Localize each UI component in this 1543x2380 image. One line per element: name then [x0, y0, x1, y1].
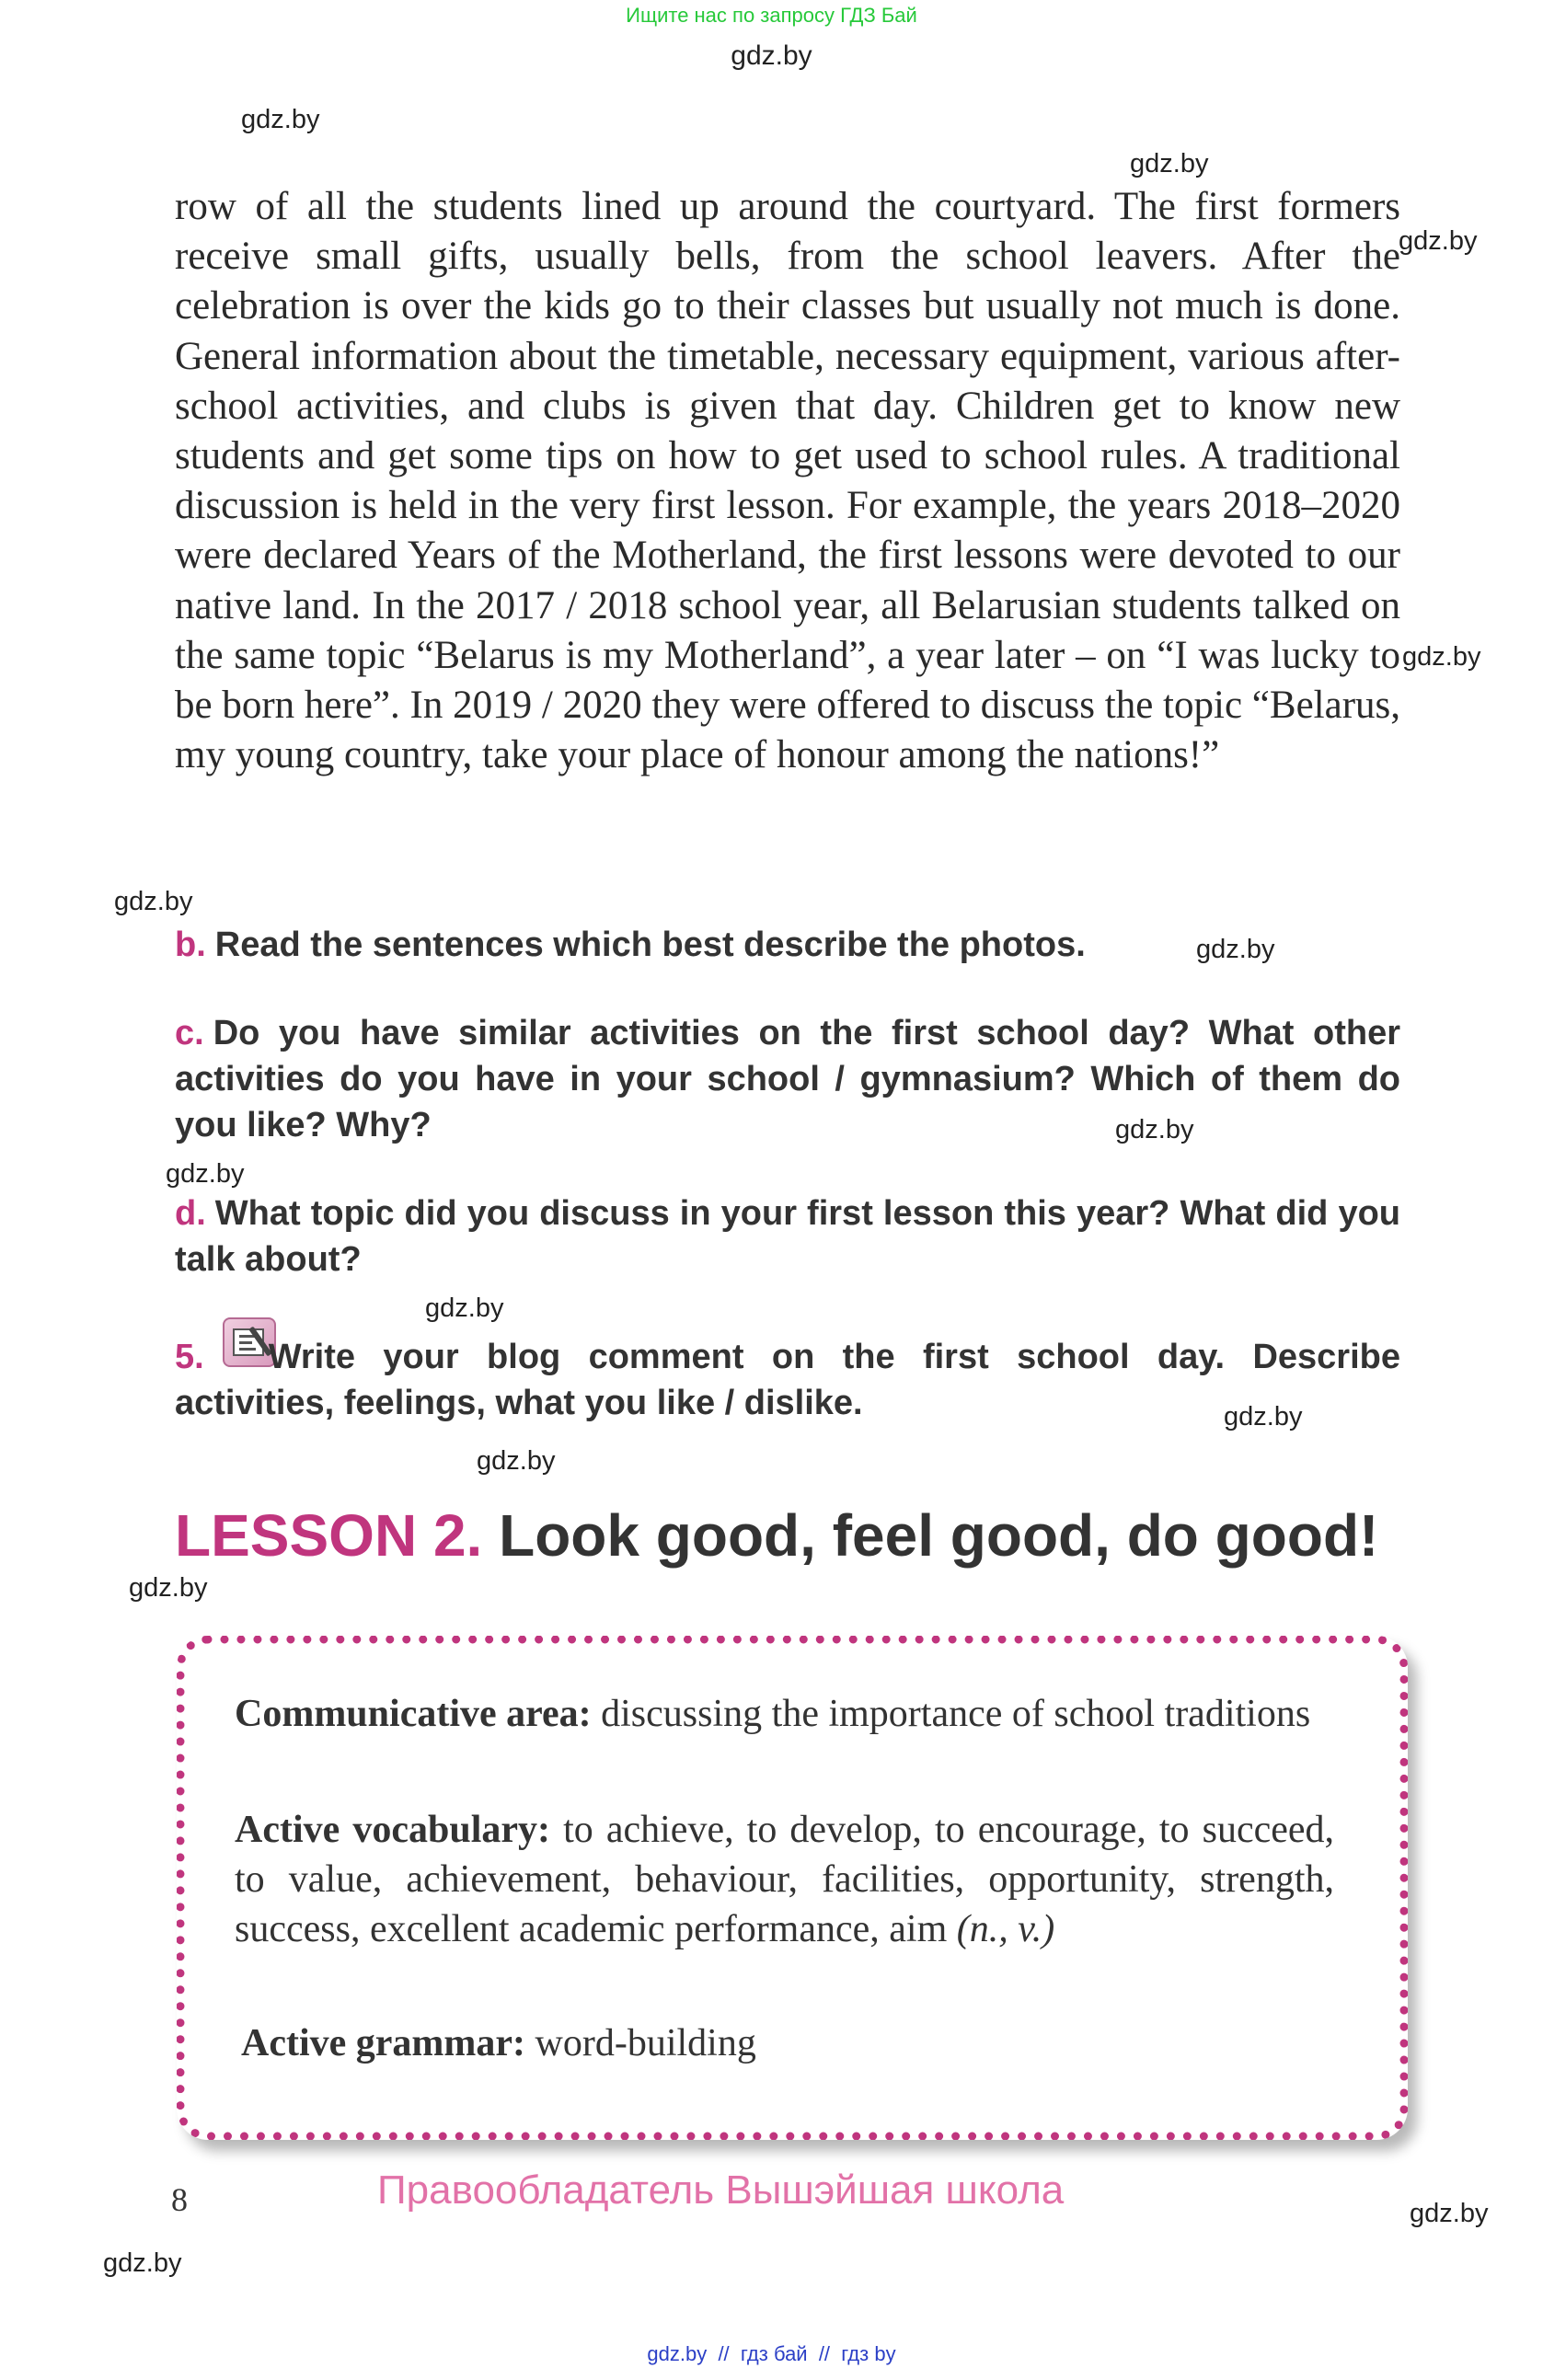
active-grammar	[241, 2018, 1341, 2068]
watermark: gdz.by	[166, 1159, 245, 1189]
task-letter: d.	[175, 1194, 206, 1233]
vocab-label: Active vocabulary:	[235, 1809, 551, 1851]
communicative-area	[235, 1689, 1334, 1739]
watermark: gdz.by	[103, 2248, 182, 2278]
vocab-part-of-speech: (n., v.)	[956, 1908, 1055, 1950]
footer-links[interactable]: gdz.by // гдз бай // гдз by	[647, 2342, 896, 2365]
task-text: What topic did you discuss in your first lesson this year? What did you talk about?	[175, 1194, 1400, 1279]
task-letter: b.	[175, 926, 206, 964]
task-b	[175, 922, 1400, 968]
task-text: Write your blog comment on the first school day. Describe activities, feelings, what you like / dislike.	[175, 1338, 1400, 1422]
reading-passage	[175, 182, 1400, 780]
lesson-number: LESSON 2.	[175, 1502, 483, 1569]
grammar-text: word-building	[535, 2022, 756, 2064]
task-5	[175, 1334, 1400, 1426]
watermark: gdz.by	[129, 1573, 208, 1603]
communicative-text: discussing the importance of school traditions	[601, 1693, 1311, 1735]
task-d	[175, 1190, 1400, 1282]
passage-text: row of all the students lined up around the courtyard. The first formers receive small gifts, usually bells, from the school leavers. After the celebration is over the kids go to their classes but usually not much is done. General information about the timetable, necessary equipment, various after-school activities, and clubs is given that day. Children get to know new students and get some tips on how to get used to school rules. A traditional discussion is held in the very first lesson. For example, the years 2018–2020 were declared Years of the Motherland, the first lessons were devoted to our native land. In the 2017 / 2018 school year, all Belarusian students talked on the same topic “Belarus is my Motherland”, a year later – on “I was lucky to be born here”. In 2019 / 2020 they were offered to discuss the topic “Belarus, my young country, take your place of honour among the nations!”	[175, 185, 1400, 777]
watermark: gdz.by	[1196, 935, 1275, 964]
watermark: gdz.by	[241, 105, 320, 134]
communicative-label: Communicative area:	[235, 1693, 592, 1735]
page-number: 8	[171, 2181, 188, 2218]
site-name: gdz.by	[731, 40, 812, 71]
watermark: gdz.by	[1224, 1402, 1303, 1431]
watermark: gdz.by	[1410, 2199, 1489, 2228]
watermark: gdz.by	[1399, 226, 1478, 256]
watermark: gdz.by	[425, 1293, 504, 1323]
task-text: Do you have similar activities on the first school day? What other activities do you have in your school / gymnasium? Which of them do you like? Why?	[175, 1014, 1400, 1144]
copyright-notice: Правообладатель Вышэйшая школа	[377, 2167, 1065, 2213]
grammar-label: Active grammar:	[241, 2022, 526, 2064]
watermark: gdz.by	[1402, 642, 1481, 672]
task-c	[175, 1010, 1400, 1148]
lesson-title	[175, 1501, 1378, 1569]
task-text: Read the sentences which best describe the photos.	[214, 926, 1086, 964]
vocab-text: to achieve, to develop, to encourage, to succeed, to value, achievement, behaviour, facilities, opportunity, strength, success, excellent academic performance, aim	[235, 1809, 1335, 1950]
watermark: gdz.by	[1130, 149, 1209, 178]
lesson-name: Look good, feel good, do good!	[499, 1502, 1379, 1569]
watermark: gdz.by	[477, 1446, 556, 1476]
active-vocabulary	[235, 1805, 1334, 1954]
task-letter: c.	[175, 1014, 204, 1052]
watermark: gdz.by	[114, 887, 193, 916]
task-number: 5.	[175, 1338, 204, 1376]
search-banner: Ищите нас по запросу ГДЗ Бай	[626, 4, 917, 27]
watermark: gdz.by	[1115, 1115, 1194, 1144]
